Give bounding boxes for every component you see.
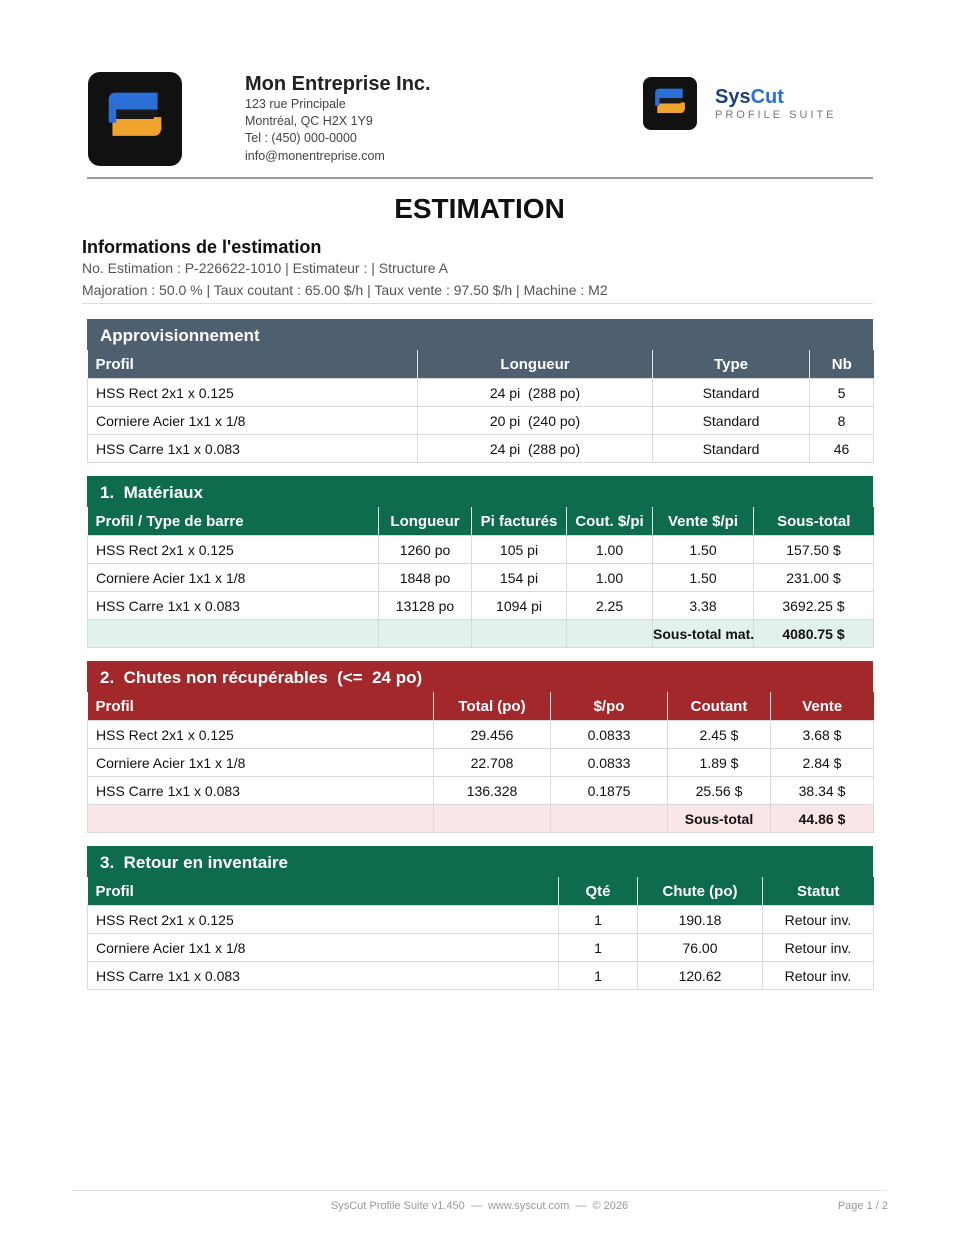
column-header: Statut — [763, 877, 874, 906]
table-cell: 1094 pi — [472, 592, 567, 620]
materials-section — [87, 476, 873, 648]
subtotal-value: 44.86 $ — [771, 805, 874, 833]
table-cell: Retour inv. — [763, 934, 874, 962]
table-cell: HSS Carre 1x1 x 0.083 — [88, 592, 379, 620]
column-header: Sous-total — [754, 507, 874, 536]
empty-cell — [88, 805, 434, 833]
table-row — [88, 721, 874, 749]
table-cell: 0.0833 — [551, 721, 668, 749]
table-cell: HSS Rect 2x1 x 0.125 — [88, 379, 418, 407]
table-cell: 154 pi — [472, 564, 567, 592]
column-header: Cout. $/pi — [567, 507, 653, 536]
column-header: Type — [653, 350, 810, 379]
table-cell: 5 — [810, 379, 874, 407]
table-cell: 105 pi — [472, 536, 567, 564]
table-cell: 190.18 — [638, 906, 763, 934]
table-row — [88, 749, 874, 777]
footer-divider — [72, 1190, 887, 1191]
table-cell: 1260 po — [379, 536, 472, 564]
column-header: Coutant — [668, 692, 771, 721]
empty-cell — [567, 620, 653, 648]
table-row — [88, 934, 874, 962]
column-header: Vente — [771, 692, 874, 721]
table-cell: 1 — [559, 906, 638, 934]
table-cell: 2.84 $ — [771, 749, 874, 777]
table-cell: 1.50 — [653, 536, 754, 564]
table-cell: 20 pi (240 po) — [418, 407, 653, 435]
table-cell: 25.56 $ — [668, 777, 771, 805]
table-cell: 231.00 $ — [754, 564, 874, 592]
company-city: Montréal, QC H2X 1Y9 — [245, 114, 373, 128]
brand-subtitle: PROFILE SUITE — [715, 109, 837, 121]
table-header-row — [88, 507, 874, 536]
materials-table — [87, 507, 874, 648]
empty-cell — [551, 805, 668, 833]
table-row — [88, 906, 874, 934]
table-cell: HSS Rect 2x1 x 0.125 — [88, 906, 559, 934]
table-cell: HSS Carre 1x1 x 0.083 — [88, 962, 559, 990]
table-cell: 2.45 $ — [668, 721, 771, 749]
table-cell: 0.0833 — [551, 749, 668, 777]
brand-logo — [643, 77, 697, 130]
header-divider — [87, 177, 873, 179]
table-cell: 24 pi (288 po) — [418, 379, 653, 407]
table-cell: 1 — [559, 934, 638, 962]
column-header: Chute (po) — [638, 877, 763, 906]
table-cell: 1.00 — [567, 536, 653, 564]
supply-table — [87, 350, 874, 463]
table-cell: 1 — [559, 962, 638, 990]
info-heading: Informations de l'estimation — [82, 237, 322, 257]
column-header: Profil — [88, 350, 418, 379]
inventory-section — [87, 846, 873, 990]
table-cell: 3.68 $ — [771, 721, 874, 749]
table-cell: HSS Rect 2x1 x 0.125 — [88, 721, 434, 749]
brand-name-part1: Sys — [715, 86, 751, 108]
table-cell: 1.00 — [567, 564, 653, 592]
table-cell: HSS Carre 1x1 x 0.083 — [88, 777, 434, 805]
table-cell: Standard — [653, 379, 810, 407]
column-header: $/po — [551, 692, 668, 721]
syscut-logo-icon — [643, 77, 697, 130]
table-cell: Corniere Acier 1x1 x 1/8 — [88, 564, 379, 592]
table-cell: 13128 po — [379, 592, 472, 620]
column-header: Profil / Type de barre — [88, 507, 379, 536]
empty-cell — [472, 620, 567, 648]
table-header-row — [88, 350, 874, 379]
materials-title: 1. Matériaux — [87, 476, 873, 507]
table-cell: 157.50 $ — [754, 536, 874, 564]
column-header: Pi facturés — [472, 507, 567, 536]
company-logo — [88, 72, 182, 166]
table-row — [88, 592, 874, 620]
syscut-logo-icon — [88, 72, 182, 166]
table-row — [88, 777, 874, 805]
column-header: Longueur — [379, 507, 472, 536]
supply-title: Approvisionnement — [87, 319, 873, 350]
column-header: Total (po) — [434, 692, 551, 721]
column-header: Qté — [559, 877, 638, 906]
column-header: Longueur — [418, 350, 653, 379]
table-row — [88, 379, 874, 407]
table-cell: 29.456 — [434, 721, 551, 749]
table-row — [88, 407, 874, 435]
table-header-row — [88, 877, 874, 906]
table-cell: 22.708 — [434, 749, 551, 777]
inventory-title: 3. Retour en inventaire — [87, 846, 873, 877]
page-number: Page 1 / 2 — [837, 1200, 888, 1212]
table-cell: Standard — [653, 407, 810, 435]
empty-cell — [379, 620, 472, 648]
table-cell: 0.1875 — [551, 777, 668, 805]
table-cell: 24 pi (288 po) — [418, 435, 653, 463]
table-cell: 3692.25 $ — [754, 592, 874, 620]
table-cell: 76.00 — [638, 934, 763, 962]
company-email: info@monentreprise.com — [245, 149, 385, 163]
table-row — [88, 564, 874, 592]
table-row — [88, 435, 874, 463]
info-divider — [82, 303, 873, 304]
subtotal-row — [88, 805, 874, 833]
table-cell: 38.34 $ — [771, 777, 874, 805]
table-cell: 1.89 $ — [668, 749, 771, 777]
scrap-title: 2. Chutes non récupérables (<= 24 po) — [87, 661, 873, 692]
table-cell: Corniere Acier 1x1 x 1/8 — [88, 934, 559, 962]
table-cell: 2.25 — [567, 592, 653, 620]
table-cell: Standard — [653, 435, 810, 463]
footer-text: SysCut Profile Suite v1.450 — www.syscut.com — © 2026 — [330, 1200, 629, 1212]
table-cell: 1.50 — [653, 564, 754, 592]
scrap-table — [87, 692, 874, 833]
table-cell: HSS Carre 1x1 x 0.083 — [88, 435, 418, 463]
table-cell: 1848 po — [379, 564, 472, 592]
table-cell: 136.328 — [434, 777, 551, 805]
table-cell: 46 — [810, 435, 874, 463]
scrap-section — [87, 661, 873, 833]
subtotal-row — [88, 620, 874, 648]
column-header: Profil — [88, 877, 559, 906]
supply-section — [87, 319, 873, 463]
table-cell: 120.62 — [638, 962, 763, 990]
column-header: Nb — [810, 350, 874, 379]
empty-cell — [88, 620, 379, 648]
table-row — [88, 536, 874, 564]
table-header-row — [88, 692, 874, 721]
table-cell: HSS Rect 2x1 x 0.125 — [88, 536, 379, 564]
brand-name-part2: Cut — [750, 86, 784, 108]
table-cell: Retour inv. — [763, 962, 874, 990]
info-line-1: No. Estimation : P-226622-1010 | Estimateur : | Structure A — [82, 260, 449, 276]
subtotal-label: Sous-total mat. — [653, 620, 754, 648]
table-cell: Corniere Acier 1x1 x 1/8 — [88, 749, 434, 777]
table-row — [88, 962, 874, 990]
column-header: Vente $/pi — [653, 507, 754, 536]
table-cell: 8 — [810, 407, 874, 435]
empty-cell — [434, 805, 551, 833]
table-cell: Corniere Acier 1x1 x 1/8 — [88, 407, 418, 435]
column-header: Profil — [88, 692, 434, 721]
table-cell: 3.38 — [653, 592, 754, 620]
subtotal-label: Sous-total — [668, 805, 771, 833]
document-title: ESTIMATION — [394, 193, 565, 224]
company-phone: Tel : (450) 000-0000 — [245, 131, 357, 145]
company-name: Mon Entreprise Inc. — [245, 73, 431, 95]
brand-name — [715, 86, 784, 109]
inventory-table — [87, 877, 874, 990]
info-line-2: Majoration : 50.0 % | Taux coutant : 65.00 $/h | Taux vente : 97.50 $/h | Machine : M2 — [82, 282, 608, 298]
company-address: 123 rue Principale — [245, 97, 346, 111]
subtotal-value: 4080.75 $ — [754, 620, 874, 648]
table-cell: Retour inv. — [763, 906, 874, 934]
